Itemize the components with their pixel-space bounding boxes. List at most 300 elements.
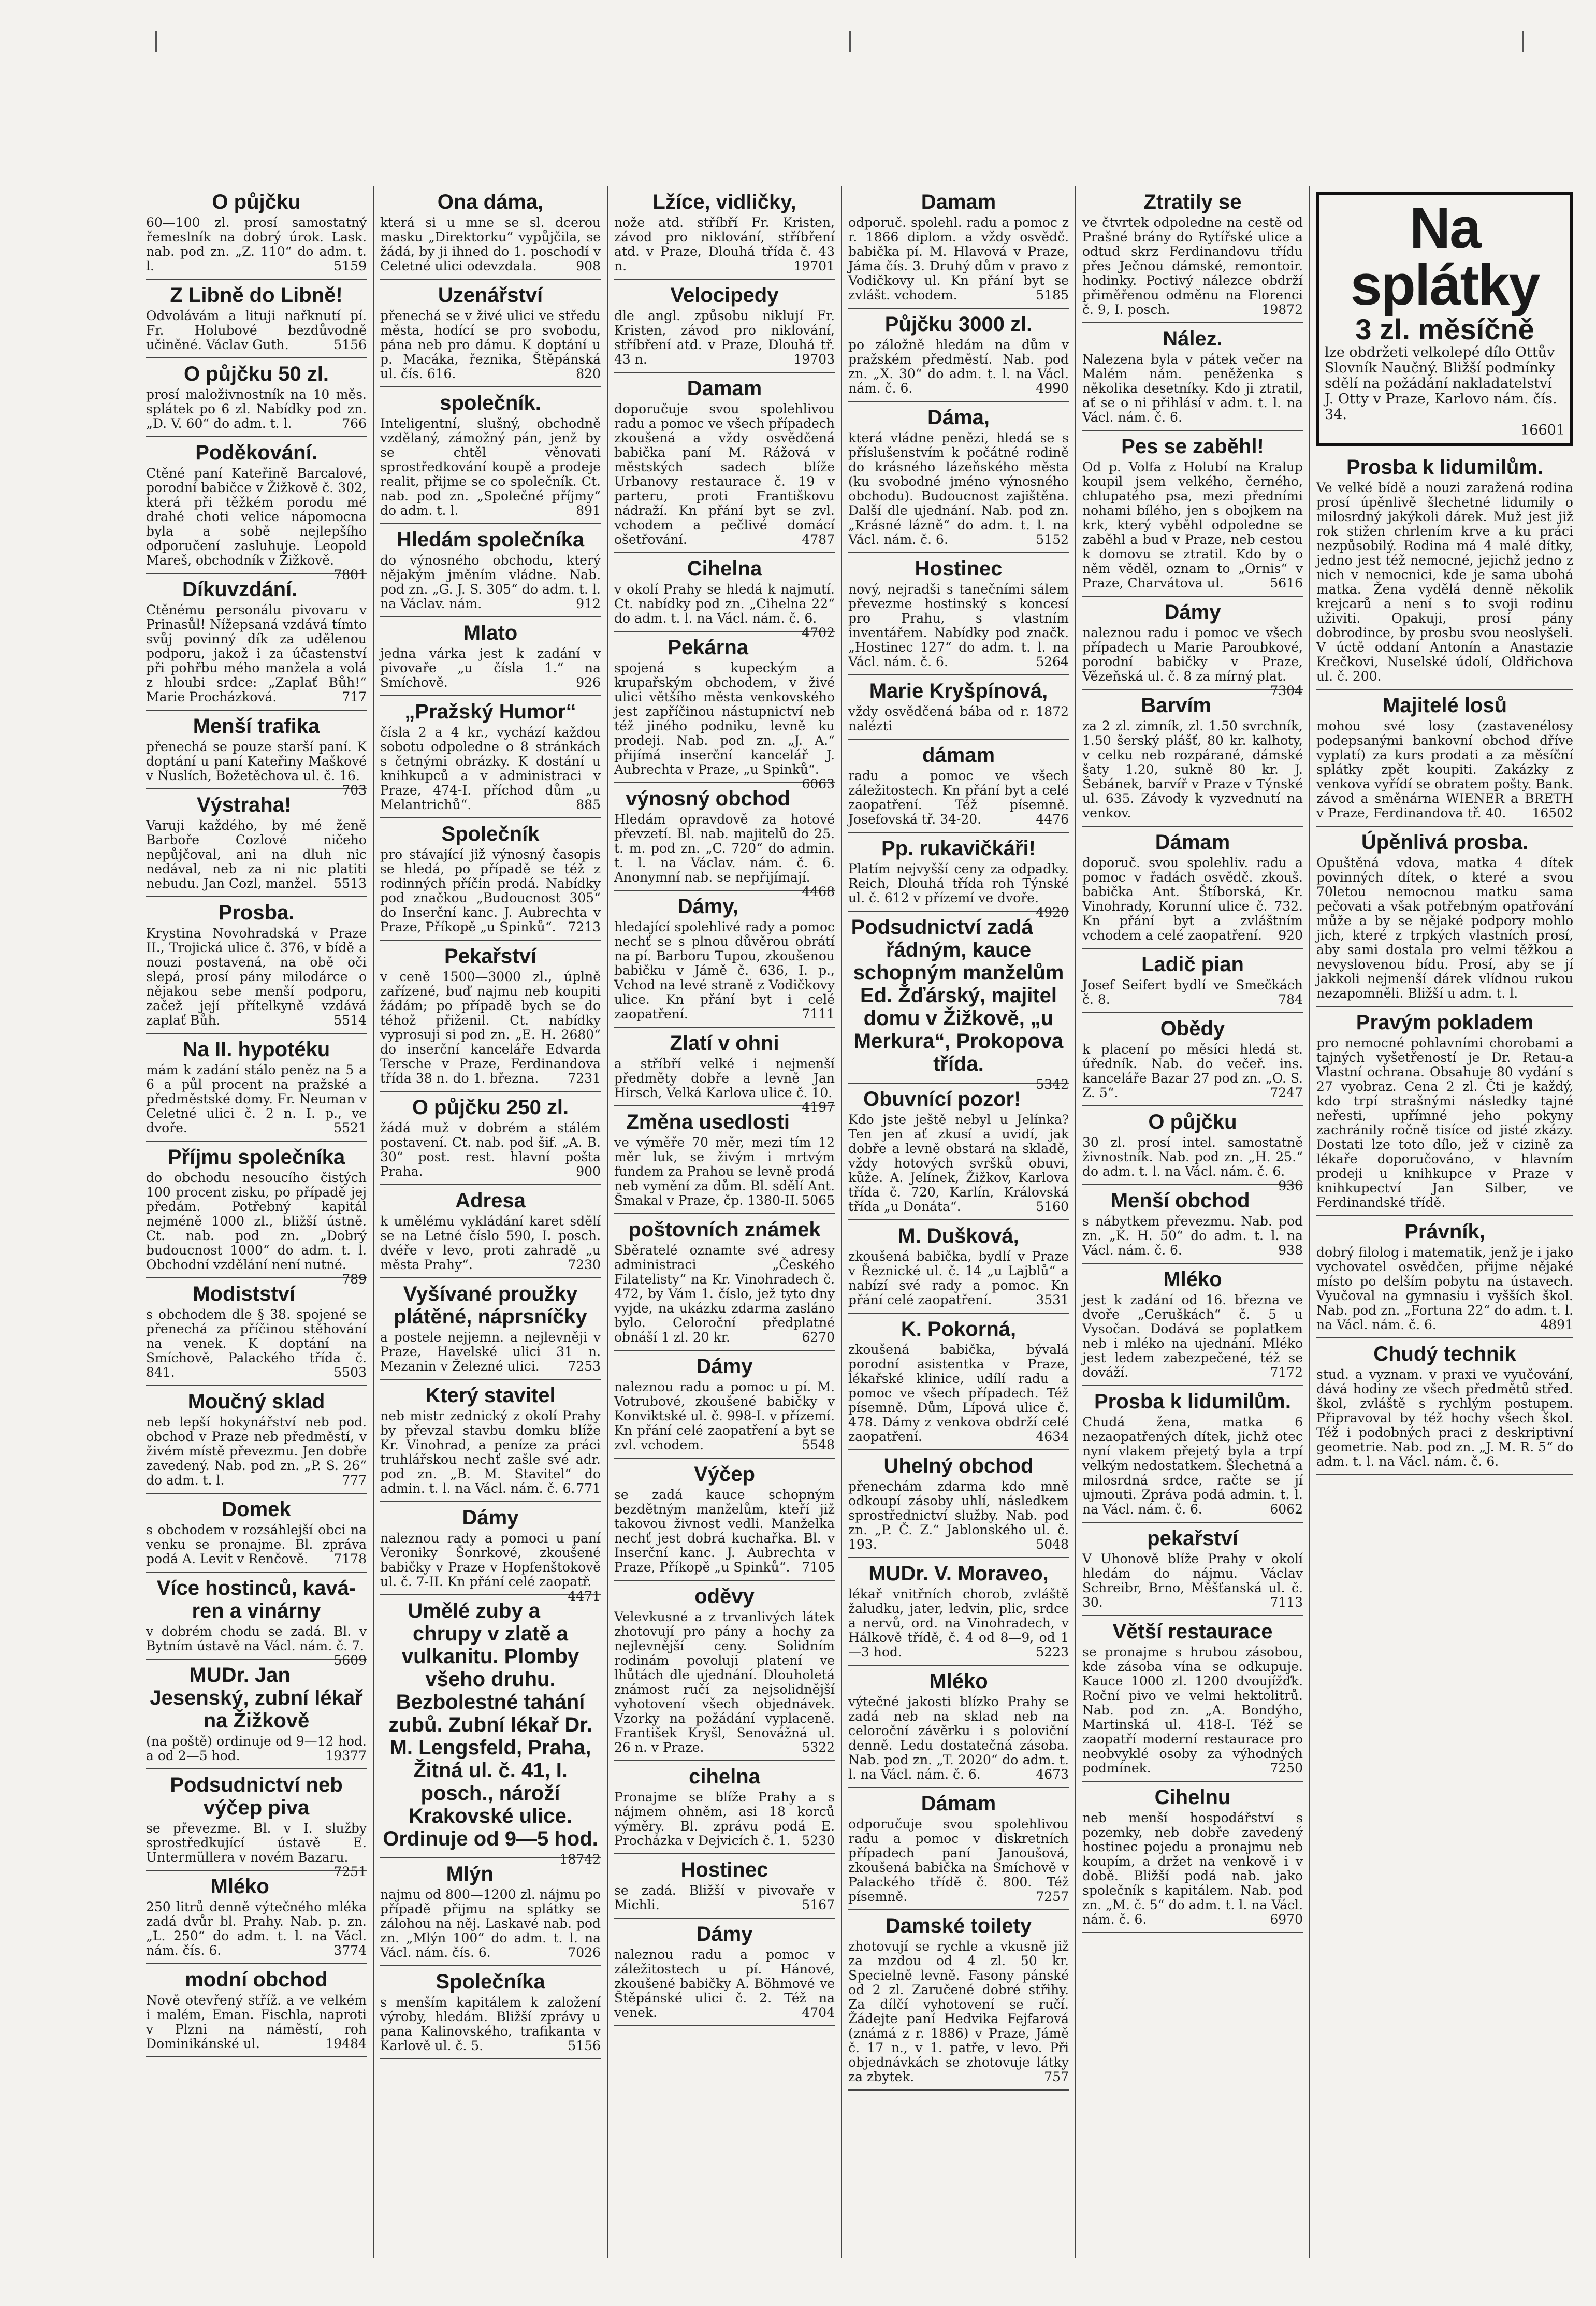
ad-body-wrap bbox=[614, 215, 835, 273]
ad-title: Díkuvzdání. bbox=[182, 578, 298, 601]
ad-text: a stříbří velké i nejmenší předměty dobře a levně Jan Hirsch, Velká Karlova ulice č. 10. bbox=[614, 1056, 835, 1100]
ad-reference-number: 7231 bbox=[568, 1071, 601, 1086]
ad-reference-number: 5548 bbox=[802, 1437, 835, 1452]
ad-body-wrap bbox=[848, 1695, 1069, 1782]
ad-text: která si u mne se sl. dcerou masku „Direktorku“ vypůjčila, se žádá, by ji ihned do 1. poschodí v Celetné ulici odevzdala. bbox=[380, 215, 601, 273]
ad-title: Uhelný obchod bbox=[883, 1454, 1034, 1477]
ad-column bbox=[374, 186, 608, 2258]
ad-text: naleznou radu a pomoc v záležitostech u pí. Hánové, zkoušené babičky A. Böhmové ve Štěpánské ulici č. 2. Též na venek. bbox=[614, 1947, 835, 2020]
classified-ad bbox=[146, 1386, 367, 1494]
ad-body-wrap bbox=[614, 309, 835, 367]
ad-body-wrap bbox=[848, 769, 1069, 827]
ad-title: Dámy bbox=[462, 1506, 519, 1529]
ad-text: s nábytkem převezmu. Nab. pod zn. „K. H. 50“ do adm. t. l. na Václ. nám. č. 6. bbox=[1082, 1214, 1303, 1258]
ad-body-wrap bbox=[146, 1624, 367, 1668]
ad-reference-number: 4702 bbox=[802, 625, 835, 640]
ad-text: Hledám opravdově za hotové převzetí. Bl. nab. majitelů do 25. t. m. pod zn. „C. 720“ do admin. t. l. na Václav. nám. č. 6. Anonymní nab. se nepřijímají. bbox=[614, 812, 835, 885]
classified-ad bbox=[848, 1558, 1069, 1666]
classified-ad bbox=[614, 1761, 835, 1854]
ad-title: cihelna bbox=[689, 1765, 760, 1788]
ad-reference-number: 19484 bbox=[325, 2036, 367, 2051]
classified-ad bbox=[1316, 690, 1573, 827]
ad-reference-number: 4468 bbox=[802, 884, 835, 899]
classified-ad bbox=[848, 1666, 1069, 1788]
classified-ad bbox=[146, 789, 367, 897]
ad-title: Hostinec bbox=[915, 557, 1003, 580]
ad-reference-number: 820 bbox=[576, 366, 601, 381]
ad-title: společník. bbox=[440, 392, 541, 414]
ad-body-wrap bbox=[146, 1821, 367, 1879]
classified-ad bbox=[1082, 949, 1303, 1013]
classified-ad bbox=[146, 280, 367, 358]
ad-body-wrap bbox=[614, 812, 835, 899]
ad-text: po záložně hledám na dům v pražském předměstí. Nab. pod zn. „X. 30“ do adm. t. l. na Václ. nám. č. 6. bbox=[848, 337, 1069, 396]
ad-text: Nově otevřený stříž. a ve velkém i malém, Eman. Fischla, naproti v Plzni na náměstí, roh Dominikánské ul. bbox=[146, 1993, 367, 2051]
ad-reference-number: 4920 bbox=[1036, 905, 1069, 920]
ad-reference-number: 5048 bbox=[1036, 1537, 1069, 1552]
ad-title: Dámy bbox=[1164, 601, 1221, 624]
ad-body-wrap bbox=[848, 1939, 1069, 2084]
ad-reference-number: 7801 bbox=[333, 567, 367, 582]
ad-title: Mlato bbox=[463, 622, 518, 644]
ad-title: MUDr. V. Moraveo, bbox=[868, 1562, 1049, 1585]
ad-body-wrap bbox=[1082, 460, 1303, 590]
ad-body-wrap bbox=[146, 1170, 367, 1287]
classified-ad bbox=[146, 1769, 367, 1879]
ad-reference-number: 4471 bbox=[568, 1589, 601, 1604]
ad-text: do výnosného obchodu, který nějakým jměním vládne. Nab. pod zn. „G. J. S. 305“ do adm. t. l. na Václav. nám. bbox=[380, 553, 601, 611]
ad-title: O půjčku 50 zl. bbox=[183, 363, 329, 385]
classified-ad bbox=[1082, 431, 1303, 597]
classified-ad bbox=[614, 1854, 835, 1919]
ad-text: Kdo jste ještě nebyl u Jelínka? Ten jen ať zkusí a uvidí, jak dobře a levně obstará na skladě, vždy hotových svršků obuvi, kůže. A. Jelínek, Žižkov, Karlova třída č. 720, Karlín, Královská třída „u Donáta“. bbox=[848, 1112, 1069, 1214]
ad-title: Moučný sklad bbox=[187, 1390, 325, 1413]
feature-ad-sub: 3 zl. měsíčně bbox=[1355, 313, 1534, 345]
ad-reference-number: 7113 bbox=[1270, 1595, 1303, 1610]
classified-ad bbox=[380, 1502, 601, 1604]
ad-title: Dámy, bbox=[677, 895, 738, 918]
ad-reference-number: 4673 bbox=[1036, 1767, 1069, 1782]
classified-ad bbox=[380, 818, 601, 941]
ad-body-wrap bbox=[848, 861, 1069, 920]
ad-reference-number: 5616 bbox=[1270, 575, 1303, 590]
ad-reference-number: 777 bbox=[342, 1473, 367, 1488]
ad-title: Na II. hypotéku bbox=[182, 1038, 330, 1061]
ad-text: odporučuje svou spolehlivou radu a pomoc v diskretních případech paní Janoušová, zkoušená babička na Smíchově v Palackého třídě č. 800. Též písemně. bbox=[848, 1817, 1069, 1904]
ad-reference-number: 5185 bbox=[1036, 287, 1069, 302]
classified-ad bbox=[146, 1660, 367, 1769]
ad-text: doporučuje svou spolehlivou radu a pomoc ve všech případech zkoušená a vždy osvědčená babička paní M. Rážová v městských sadech blíže Urbanovy restaurace č. 19 v parteru, proti Františkovu nádraží. Kn přání byt se zvl. vchodem a pečlivé domácí ošetřování. bbox=[614, 401, 835, 547]
ad-body-wrap bbox=[614, 1380, 835, 1452]
ad-title: Více hostinců, kaváren a vinárny bbox=[156, 1577, 356, 1622]
classified-ad bbox=[614, 1351, 835, 1459]
ad-reference-number: 5152 bbox=[1036, 532, 1069, 547]
ad-text: Velevkusné a z trvanlivých látek zhotovují pro pány a hochy za nejlevnější ceny. Solidním rodinám povoluji platení ve lhůtách dle ujednání. Dlouholetá známost ručí za nejsolidnější vyhotovení všech objednávek. Vzorky na požádání vyplaceně. František Kryšl, Senovážná ul. 26 n. v Praze. bbox=[614, 1609, 835, 1755]
ad-title: Příjmu společníka bbox=[167, 1146, 345, 1169]
classified-ad bbox=[1082, 1264, 1303, 1386]
ad-text: prosí maloživnostník na 10 měs. splátek po 6 zl. Nabídky pod zn. „D. V. 60“ do adm. t. l. bbox=[146, 387, 367, 431]
ad-body-wrap bbox=[848, 1343, 1069, 1444]
ad-body-wrap bbox=[146, 466, 367, 582]
ad-column bbox=[842, 186, 1076, 2258]
ad-title: Ona dáma, bbox=[437, 191, 544, 213]
ad-body-wrap bbox=[614, 1790, 835, 1848]
ad-column bbox=[608, 186, 842, 2258]
classified-ad bbox=[146, 186, 367, 280]
ad-body-wrap bbox=[1316, 1036, 1573, 1210]
ad-column bbox=[1310, 186, 1579, 2258]
ad-body-wrap bbox=[380, 646, 601, 690]
classified-ad bbox=[1082, 1013, 1303, 1106]
ad-title: Uzenářství bbox=[438, 284, 543, 307]
ad-body-wrap bbox=[1316, 856, 1573, 1001]
ad-reference-number: 920 bbox=[1278, 928, 1303, 943]
classified-ad bbox=[380, 1858, 601, 1966]
ad-text: V Uhonově blíže Prahy v okolí hledám do nájmu. Václav Schreibr, Brno, Měšťanská ul. č. 30. bbox=[1082, 1551, 1303, 1610]
ad-title: Ladič pian bbox=[1141, 953, 1244, 976]
ad-body-wrap bbox=[380, 1995, 601, 2053]
classified-ad bbox=[380, 387, 601, 524]
ad-text: v ceně 1500—3000 zl., úplně zařízené, buď najmu neb koupiti žádám; po případě bych se do téhož přiženil. Ct. nabídky vyprosuji si pod zn. „E. H. 2680“ do inserční kanceláře Edvarda Tersche v Praze, Ferdinandova třída 38 n. do 1. března. bbox=[380, 969, 601, 1086]
ad-title: Domek bbox=[222, 1498, 291, 1521]
ad-reference-number: 926 bbox=[576, 675, 601, 690]
ad-body-wrap bbox=[1082, 1552, 1303, 1610]
ad-body-wrap bbox=[614, 1883, 835, 1912]
ad-title: Zlatí v ohni bbox=[670, 1032, 779, 1055]
classified-ad bbox=[1082, 1616, 1303, 1782]
ad-reference-number: 757 bbox=[1044, 2069, 1069, 2084]
classified-ad bbox=[614, 1459, 835, 1581]
ad-title: Nález. bbox=[1163, 327, 1223, 350]
ad-body-wrap bbox=[380, 309, 601, 381]
ad-text: s obchodem dle § 38. spojené se přenechá za příčinou stěhování na venek. K doptání na Smíchově, Palackého třída č. 841. bbox=[146, 1307, 367, 1380]
classified-ad bbox=[146, 1871, 367, 1964]
ad-reference-number: 3531 bbox=[1036, 1292, 1069, 1307]
ad-text: Nalezena byla v pátek večer na Malém nám. peněženka s několika desetníky. Kdo ji ztratil, ať se o ni přihlásí v adm. t. l. na Václ. nám. č. 6. bbox=[1082, 352, 1303, 425]
classified-ad bbox=[848, 912, 1069, 1092]
ad-text: nový, nejradši s tanečními sálem převezme hostinský s koncesí pro Prahu, s vlastním inventářem. Nabídky pod značk. „Hostinec 127“ do adm. t. l. na Václ. nám. č. 6. bbox=[848, 582, 1069, 669]
classified-ad bbox=[146, 1964, 367, 2057]
ad-body-wrap bbox=[614, 1135, 835, 1208]
ad-body-wrap bbox=[380, 970, 601, 1086]
ad-title: pekařství bbox=[1147, 1527, 1238, 1550]
classified-ad bbox=[614, 632, 835, 791]
classified-ad bbox=[380, 1380, 601, 1502]
ad-body-wrap bbox=[380, 1887, 601, 1960]
ad-text: vždy osvědčená bába od r. 1872 nalézti bbox=[848, 704, 1069, 733]
classified-ad bbox=[614, 1106, 835, 1214]
ad-text: naleznou radu a pomoc u pí. M. Votrubové, zkoušené babičky v Konviktské ul. č. 998-I. v přízemí. Kn přání celé zaopatření a byt se zvl. vchodem. bbox=[614, 1379, 835, 1452]
ad-title: Výstraha! bbox=[196, 794, 292, 816]
ad-title: Pekařství bbox=[444, 945, 536, 968]
ad-reference-number: 789 bbox=[342, 1272, 367, 1287]
ad-reference-number: 19377 bbox=[325, 1748, 367, 1763]
ad-reference-number: 18742 bbox=[559, 1852, 601, 1867]
classified-ad bbox=[380, 1185, 601, 1278]
ad-body-wrap bbox=[146, 387, 367, 431]
ad-title: „Pražský Humor“ bbox=[404, 700, 576, 723]
ad-reference-number: 6062 bbox=[1270, 1502, 1303, 1517]
ad-title: Mlýn bbox=[446, 1863, 494, 1885]
ad-body-wrap bbox=[1082, 856, 1303, 943]
ad-reference-number: 7178 bbox=[333, 1551, 367, 1566]
classified-ad bbox=[614, 553, 835, 640]
classified-ad bbox=[848, 402, 1069, 553]
classified-ad bbox=[380, 696, 601, 818]
ad-reference-number: 7250 bbox=[1270, 1761, 1303, 1776]
ad-body-wrap bbox=[146, 1523, 367, 1566]
classified-ad bbox=[380, 1278, 601, 1380]
ad-body-wrap bbox=[146, 739, 367, 798]
ad-title: Menší obchod bbox=[1110, 1189, 1250, 1212]
ad-text: výtečné jakosti blízko Prahy se zadá neb na sklad neb na celoroční závěrku i s poloviční denně. Ledu dostatečná zásoba. Nab. pod zn. „T. 2020“ do adm. t. l. na Václ. nám. č. 6. bbox=[848, 1694, 1069, 1782]
classified-ad bbox=[1316, 827, 1573, 1007]
ad-title: Ztratily se bbox=[1143, 191, 1242, 213]
ad-title: Adresa bbox=[455, 1189, 526, 1212]
ad-text: spojená s kupeckým a krupařským obchodem, v živé ulici většího města venkovského jest zapříčinou nástupnictví neb též jiného podniku, levně ku prodeji. Nab. pod zn. „J. A.“ přijímá inserční kancelář J. Aubrechta v Praze, „u Spinků“. bbox=[614, 660, 835, 777]
classified-ad bbox=[380, 186, 601, 280]
ad-text: najmu od 800—1200 zl. nájmu po případě přijmu na splátky se zálohou na něj. Laskavé nab. pod zn. „Mlýn 100“ do adm. t. l. na Václ. nám. čís. 6. bbox=[380, 1887, 601, 1960]
ad-title: Pes se zaběhl! bbox=[1121, 435, 1264, 458]
ad-text: Platím nejvyšší ceny za odpadky. Reich, Dlouhá třída roh Týnské ul. č. 612 v přízemí ve dvoře. bbox=[848, 861, 1069, 905]
ad-title: Právník, bbox=[1404, 1220, 1485, 1243]
ad-column bbox=[140, 186, 374, 2258]
ad-title: Podsudnictví zadá řádným, kauce schopným manželům Ed. Žďárský, majitel domu v Žižkově, „u Merkura“, Prokopova třída. bbox=[851, 916, 1064, 1075]
ad-title: Prosba k lidumilům. bbox=[1094, 1390, 1292, 1413]
ad-text: Ctěnému personálu pivovaru v Prinasůl! Nížepsaná vzdává tímto svůj povinný dík za udělenou podporu, jakož i za účastenství při pohřbu mého manžela a volá z hloubi srdce: „Zaplať Bůh!“ Marie Procházková. bbox=[146, 602, 367, 704]
ad-text: dobrý filolog i matematik, jenž je i jako vychovatel osvědčen, přijme nějaké místo po delším pobytu na ústavech. Vyučoval na gymnasiu i vyšších škol. Nab. pod zn. „Fortuna 22“ do adm. t. l. na Václ. nám. č. 6. bbox=[1316, 1245, 1573, 1332]
ad-reference-number: 6970 bbox=[1270, 1912, 1303, 1927]
ad-title: Dámam bbox=[921, 1792, 996, 1815]
ad-title: K. Pokorná, bbox=[901, 1318, 1017, 1341]
classified-ad bbox=[848, 1084, 1069, 1220]
ad-body-wrap bbox=[848, 1113, 1069, 1214]
ad-text: lékař vnitřních chorob, zvláště žaludku, jater, ledvin, plic, srdce a nervů, ord. na Vinohradech, v Hálkově třídě, č. 4 od 8—9, od 1—3 hod. bbox=[848, 1587, 1069, 1660]
classified-ad bbox=[1082, 597, 1303, 698]
ad-reference-number: 19703 bbox=[793, 352, 835, 367]
ad-reference-number: 4990 bbox=[1036, 381, 1069, 396]
ad-body-wrap bbox=[1316, 1367, 1573, 1469]
ad-reference-number: 7257 bbox=[1036, 1889, 1069, 1904]
feature-ad bbox=[1316, 192, 1573, 446]
ad-text: neb lepší hokynářství neb pod. obchod v Praze neb předměstí, v živém místě převezmu. Jen dobře zavedený. Nab. pod zn. „P. S. 26“ do adm. t. l. bbox=[146, 1415, 367, 1488]
ad-text: čísla 2 a 4 kr., vychází každou sobotu odpoledne o 8 stránkách s četnými obrázky. K dostání u knihkupců a v administraci v Praze, 474-I. příchod dům „u Melantrichů“. bbox=[380, 725, 601, 812]
ad-title: Dámam bbox=[1155, 831, 1230, 854]
classified-ad bbox=[614, 1581, 835, 1761]
ad-reference-number: 7213 bbox=[568, 919, 601, 934]
ad-text: s menším kapitálem k založení výroby, hledám. Bližší zprávy u pana Kalinovského, trafikanta v Karlově ul. č. 5. bbox=[380, 1995, 601, 2053]
classified-ad bbox=[1316, 1338, 1573, 1475]
ad-body-wrap bbox=[1082, 1214, 1303, 1258]
feature-ad-num: 16601 bbox=[1520, 422, 1565, 438]
ad-reference-number: 7230 bbox=[568, 1257, 601, 1272]
ad-body-wrap bbox=[146, 309, 367, 352]
ad-text: pro stávající již výnosný časopis se hledá, po případě se též z rodinných příčin prodá. Nabídky pod značkou „Budoucnost 305“ do Inserční kanc. J. Aubrechta v Praze, Příkopě „u Spinků“. bbox=[380, 847, 601, 934]
ad-reference-number: 4634 bbox=[1036, 1429, 1069, 1444]
ad-reference-number: 5160 bbox=[1036, 1199, 1069, 1214]
ad-body-wrap bbox=[146, 1307, 367, 1380]
ad-title: Pravým pokladem bbox=[1356, 1011, 1534, 1034]
ad-body-wrap bbox=[848, 1817, 1069, 1904]
classified-ad bbox=[146, 711, 367, 798]
ad-body-wrap bbox=[380, 416, 601, 518]
ad-title: O půjčku bbox=[1148, 1111, 1237, 1133]
ad-column bbox=[1076, 186, 1310, 2258]
ad-reference-number: 5503 bbox=[333, 1365, 367, 1380]
classified-ad bbox=[614, 1919, 835, 2026]
ad-title: Cihelnu bbox=[1154, 1786, 1231, 1809]
classified-ad bbox=[146, 1573, 367, 1668]
ad-body-wrap bbox=[380, 847, 601, 934]
ad-reference-number: 4197 bbox=[802, 1100, 835, 1115]
ad-title: Prosba k lidumilům. bbox=[1346, 456, 1544, 479]
classified-ad bbox=[146, 1142, 367, 1287]
classified-ad bbox=[1316, 1216, 1573, 1338]
ad-text: mohou své losy (zastavenélosy podepsanými bankovní obchod dříve vyplatí) za kurs prodati a za měsíční splátky zpět koupiti. Zakázky z venkova vyřídí se obratem pošty. Bank. závod a směnárna WIENER a BRETH v Praze, Ferdinandova tř. 40. bbox=[1316, 718, 1573, 820]
ad-body-wrap bbox=[848, 1249, 1069, 1307]
ad-reference-number: 7253 bbox=[568, 1359, 601, 1374]
ad-title: Mléko bbox=[1163, 1268, 1222, 1291]
ad-reference-number: 5156 bbox=[333, 337, 367, 352]
classified-ad bbox=[848, 309, 1069, 402]
ad-title: Společníka bbox=[436, 1970, 545, 1993]
ad-text: neb menší hospodářství s pozemky, neb dobře zavedený hostinec pojedu a pronajmu neb koupím, a držet na venkově i v době. Bližší podá nab. jako společník s kapitálem. Nab. pod zn. „M. č. 5“ do adm. t. l. na Václ. nám. č. 6. bbox=[1082, 1810, 1303, 1927]
ad-reference-number: 5609 bbox=[333, 1653, 367, 1668]
classified-ad bbox=[614, 783, 835, 899]
ad-text: Josef Seifert bydlí ve Smečkách č. 8. bbox=[1082, 977, 1303, 1007]
ad-reference-number: 5322 bbox=[802, 1740, 835, 1755]
classified-ad bbox=[848, 1314, 1069, 1450]
ad-reference-number: 5223 bbox=[1036, 1645, 1069, 1660]
classified-ad bbox=[146, 574, 367, 711]
ad-reference-number: 900 bbox=[576, 1164, 601, 1179]
ad-text: se převezme. Bl. v I. služby sprostředkující ústavě E. Untermüllera v novém Bazaru. bbox=[146, 1821, 367, 1865]
ad-title: Damam bbox=[921, 191, 996, 213]
ad-text: 250 litrů denně výtečného mléka zadá dvůr bl. Prahy. Nab. p. zn. „L. 250“ do adm. t. l. na Václ. nám. čís. 6. bbox=[146, 1899, 367, 1958]
ad-title: Obuvnící pozor! bbox=[863, 1088, 1021, 1111]
ad-title: Velocipedy bbox=[670, 284, 779, 307]
ad-text: ve čtvrtek odpoledne na cestě od Prašné brány do Rytířské ulice a odtud skrz Ferdinandovu třídu přes Ječnou dámské, remontoir. hodinky. Poctivý nálezce obdrží přiměřenou odměnu na Florenci č. 9, I. posch. bbox=[1082, 215, 1303, 317]
feature-ad-body: lze obdržeti velkolepé dílo Ottův Slovník Naučný. Bližší podmínky sdělí na požádání nakladatelství J. Otty v Praze, Karlovo nám. čís. 34. bbox=[1325, 344, 1557, 423]
ad-text: naleznou rady a pomoci u paní Veroniky Šonrkové, zkoušené babičky v Praze v Hopfenštokově ul. č. 7-II. Kn přání celé zaopatř. bbox=[380, 1531, 601, 1589]
ad-text: přenechá se pouze starší paní. K doptání u paní Kateřiny Maškové v Nuslích, Božetěchova ul. č. 16. bbox=[146, 739, 367, 783]
ad-body-wrap bbox=[1082, 719, 1303, 820]
ad-reference-number: 771 bbox=[576, 1481, 601, 1496]
ad-body-wrap bbox=[614, 1056, 835, 1115]
ad-reference-number: 7172 bbox=[1270, 1365, 1303, 1380]
ad-body-wrap bbox=[146, 1415, 367, 1488]
ad-body-wrap bbox=[1082, 625, 1303, 698]
ad-reference-number: 7105 bbox=[802, 1560, 835, 1575]
classified-ad bbox=[380, 1595, 601, 1867]
ad-body-wrap bbox=[614, 660, 835, 791]
ad-reference-number: 5264 bbox=[1036, 654, 1069, 669]
classified-ad bbox=[146, 437, 367, 582]
ad-title: Obědy bbox=[1160, 1017, 1225, 1040]
classified-ad bbox=[1316, 452, 1573, 690]
classified-ad bbox=[380, 941, 601, 1092]
classified-ad bbox=[1082, 1782, 1303, 1933]
ad-title: Mléko bbox=[210, 1875, 269, 1898]
ad-body-wrap bbox=[1082, 978, 1303, 1007]
ad-text: mám k zadání stálo peněz na 5 a 6 a půl procent na pražské a předměstské domy. Fr. Neuman v Celetné ulici č. 2 n. I. p., ve dvoře. bbox=[146, 1062, 367, 1135]
ad-text: naleznou radu i pomoc ve všech případech u Marie Paroubkové, porodní babičky v Praze, Vězeňská ul. č. 8 za mírný plat. bbox=[1082, 625, 1303, 684]
ad-text: Opuštěná vdova, matka 4 dítek povinných dítek, o které a svou 70letou nemocnou matku sama pečovati a však potřebným opatřování může a by se nějaké podpory mohlo jich, které z trpkých vlastních prosí, aby sami dostala pro velmi těžkou a nevyslovenou bídu. Prosí, aby se jí jakkoli nejmenší dárek vlídnou rukou nezapomněli. Bližší u adm. t. l. bbox=[1316, 855, 1573, 1001]
ad-body-wrap bbox=[1316, 719, 1573, 820]
ad-reference-number: 19701 bbox=[793, 258, 835, 273]
ad-title: oděvy bbox=[694, 1585, 755, 1608]
ad-title: Výčep bbox=[694, 1463, 755, 1486]
ad-body-wrap bbox=[614, 1243, 835, 1345]
ad-reference-number: 6270 bbox=[802, 1330, 835, 1345]
ad-body-wrap bbox=[848, 338, 1069, 396]
ad-text: za 2 zl. zimník, zl. 1.50 svrchník, 1.50 šerský plášť, 80 kr. kalhoty, v celku neb rozpárané, dámské šaty 1.20, sukně 80 kr. J. Šebánek, barvíř v Praze v Týnské ul. 635. Závody k vyzvednutí na venkov. bbox=[1082, 718, 1303, 820]
ad-title: Umělé zuby a chrupy v zlatě a vulkanitu. Plomby všeho druhu. Bezbolestné tahání zubů. Zubní lékař Dr. M. Lengsfeld, Praha, Žitná ul. č. 41, I. posch., nároží Krakovské ulice. Ordinuje od 9—5 hod. bbox=[383, 1599, 598, 1850]
ad-title: O půjčku 250 zl. bbox=[412, 1096, 569, 1119]
ad-reference-number: 5513 bbox=[333, 876, 367, 891]
ad-title: Damské toilety bbox=[885, 1914, 1032, 1937]
ad-title: Modistství bbox=[193, 1282, 296, 1305]
ad-text: nože atd. stříbří Fr. Kristen, závod pro niklování, stříbření atd. v Praze, Dlouhá třída č. 43 n. bbox=[614, 215, 835, 273]
classified-ad bbox=[848, 833, 1069, 920]
ad-text: pro nemocné pohlavními chorobami a tajných vyšetřeností je Dr. Retau-a Vlastní ochrana. Obsahuje 80 vydání s 27 vyobraz. Cena 2 zl. Čti je každý, kdo trpí strašnými následky tajné neřesti, upřímné jeho pokyny zachránily ročně tisíce od jisté zkázy. Dostati lze toto dílo, jež v cizině za lékaře doporučováno, v hlavním prodeji u knihkupce v Praze v knihkupectví Jan Silber, ve Ferdinandské třídě. bbox=[1316, 1035, 1573, 1210]
ad-title: Menší trafika bbox=[193, 715, 320, 738]
ad-reference-number: 5521 bbox=[333, 1120, 367, 1135]
ad-title: poštovních známek bbox=[628, 1218, 821, 1241]
ad-title: Dámy bbox=[696, 1923, 753, 1945]
ad-body-wrap bbox=[146, 818, 367, 891]
ad-body-wrap bbox=[614, 1610, 835, 1755]
ad-text: 60—100 zl. prosí samostatný řemeslník na dobrý úrok. Lask. nab. pod zn. „Z. 110“ do adm. t. l. bbox=[146, 215, 367, 273]
classified-ad bbox=[1082, 1106, 1303, 1193]
classified-ad bbox=[848, 675, 1069, 740]
ad-body-wrap bbox=[848, 704, 1069, 733]
ad-body-wrap bbox=[380, 215, 601, 273]
ad-body-wrap bbox=[146, 1900, 367, 1958]
ad-text: doporuč. svou spolehliv. radu a pomoc v řadách osvědč. zkouš. babička Ant. Štíborská, Kr. Vinohrady, Korunní ulice č. 732. Kn přání byt a zvláštním vchodem a celé zaopatření. bbox=[1082, 855, 1303, 943]
ad-reference-number: 938 bbox=[1278, 1243, 1303, 1258]
ad-reference-number: 7111 bbox=[802, 1006, 835, 1021]
classified-ad bbox=[848, 1910, 1069, 2091]
ad-title: výnosný obchod bbox=[626, 787, 791, 810]
ad-text: se zadá. Bližší v pivovaře v Michli. bbox=[614, 1883, 835, 1912]
ad-title: Dáma, bbox=[927, 406, 990, 429]
ad-reference-number: 912 bbox=[576, 596, 601, 611]
ad-title: Větší restaurace bbox=[1112, 1620, 1273, 1643]
ad-reference-number: 4787 bbox=[802, 532, 835, 547]
classified-ad bbox=[380, 617, 601, 696]
ad-text: k umělému vykládání karet sdělí se na Letné číslo 590, I. posch. dvéře v levo, proti zahradě „u města Prahy“. bbox=[380, 1214, 601, 1272]
ad-text: Pronajme se blíže Prahy a s nájmem ohněm, asi 18 korců výměry. Bl. zprávu podá E. Procházka v Dejvicích č. 1. bbox=[614, 1790, 835, 1848]
ad-title: Podsudnictví neb výčep piva bbox=[170, 1774, 343, 1819]
classified-ad bbox=[848, 740, 1069, 833]
classified-ad bbox=[146, 897, 367, 1034]
ad-body-wrap bbox=[1082, 1135, 1303, 1193]
ad-title: Damam bbox=[687, 377, 762, 400]
ad-text: s obchodem v rozsáhlejší obci na venku se pronajme. Bl. zpráva podá A. Levit v Renčově. bbox=[146, 1522, 367, 1566]
ad-body-wrap bbox=[848, 215, 1069, 302]
ad-body-wrap bbox=[614, 402, 835, 547]
ad-body-wrap bbox=[380, 1330, 601, 1374]
ad-text: Odvolávám a lituji nařknutí pí. Fr. Holubové bezdůvodně učiněné. Václav Guth. bbox=[146, 308, 367, 352]
ad-text: zhotovují se rychle a vkusně již za mzdou od 4 zl. 50 kr. Specielně levně. Fasony pánské od 2 zl. Zaručené dobré střihy. Za dílčí vyhotovení se ručí. Žádejte paní Hedvika Fejfarová (známá z r. 1886) v Praze, Jámě č. 17 n., v 1. patře, v levo. Při objednávkách se zhotovuje látky za zbytek. bbox=[848, 1939, 1069, 2084]
ad-reference-number: 766 bbox=[342, 416, 367, 431]
scan-mark bbox=[1522, 31, 1524, 52]
ad-body-wrap bbox=[848, 582, 1069, 669]
classified-ad bbox=[614, 373, 835, 553]
classified-ad bbox=[1316, 1007, 1573, 1216]
ad-body-wrap bbox=[146, 926, 367, 1028]
